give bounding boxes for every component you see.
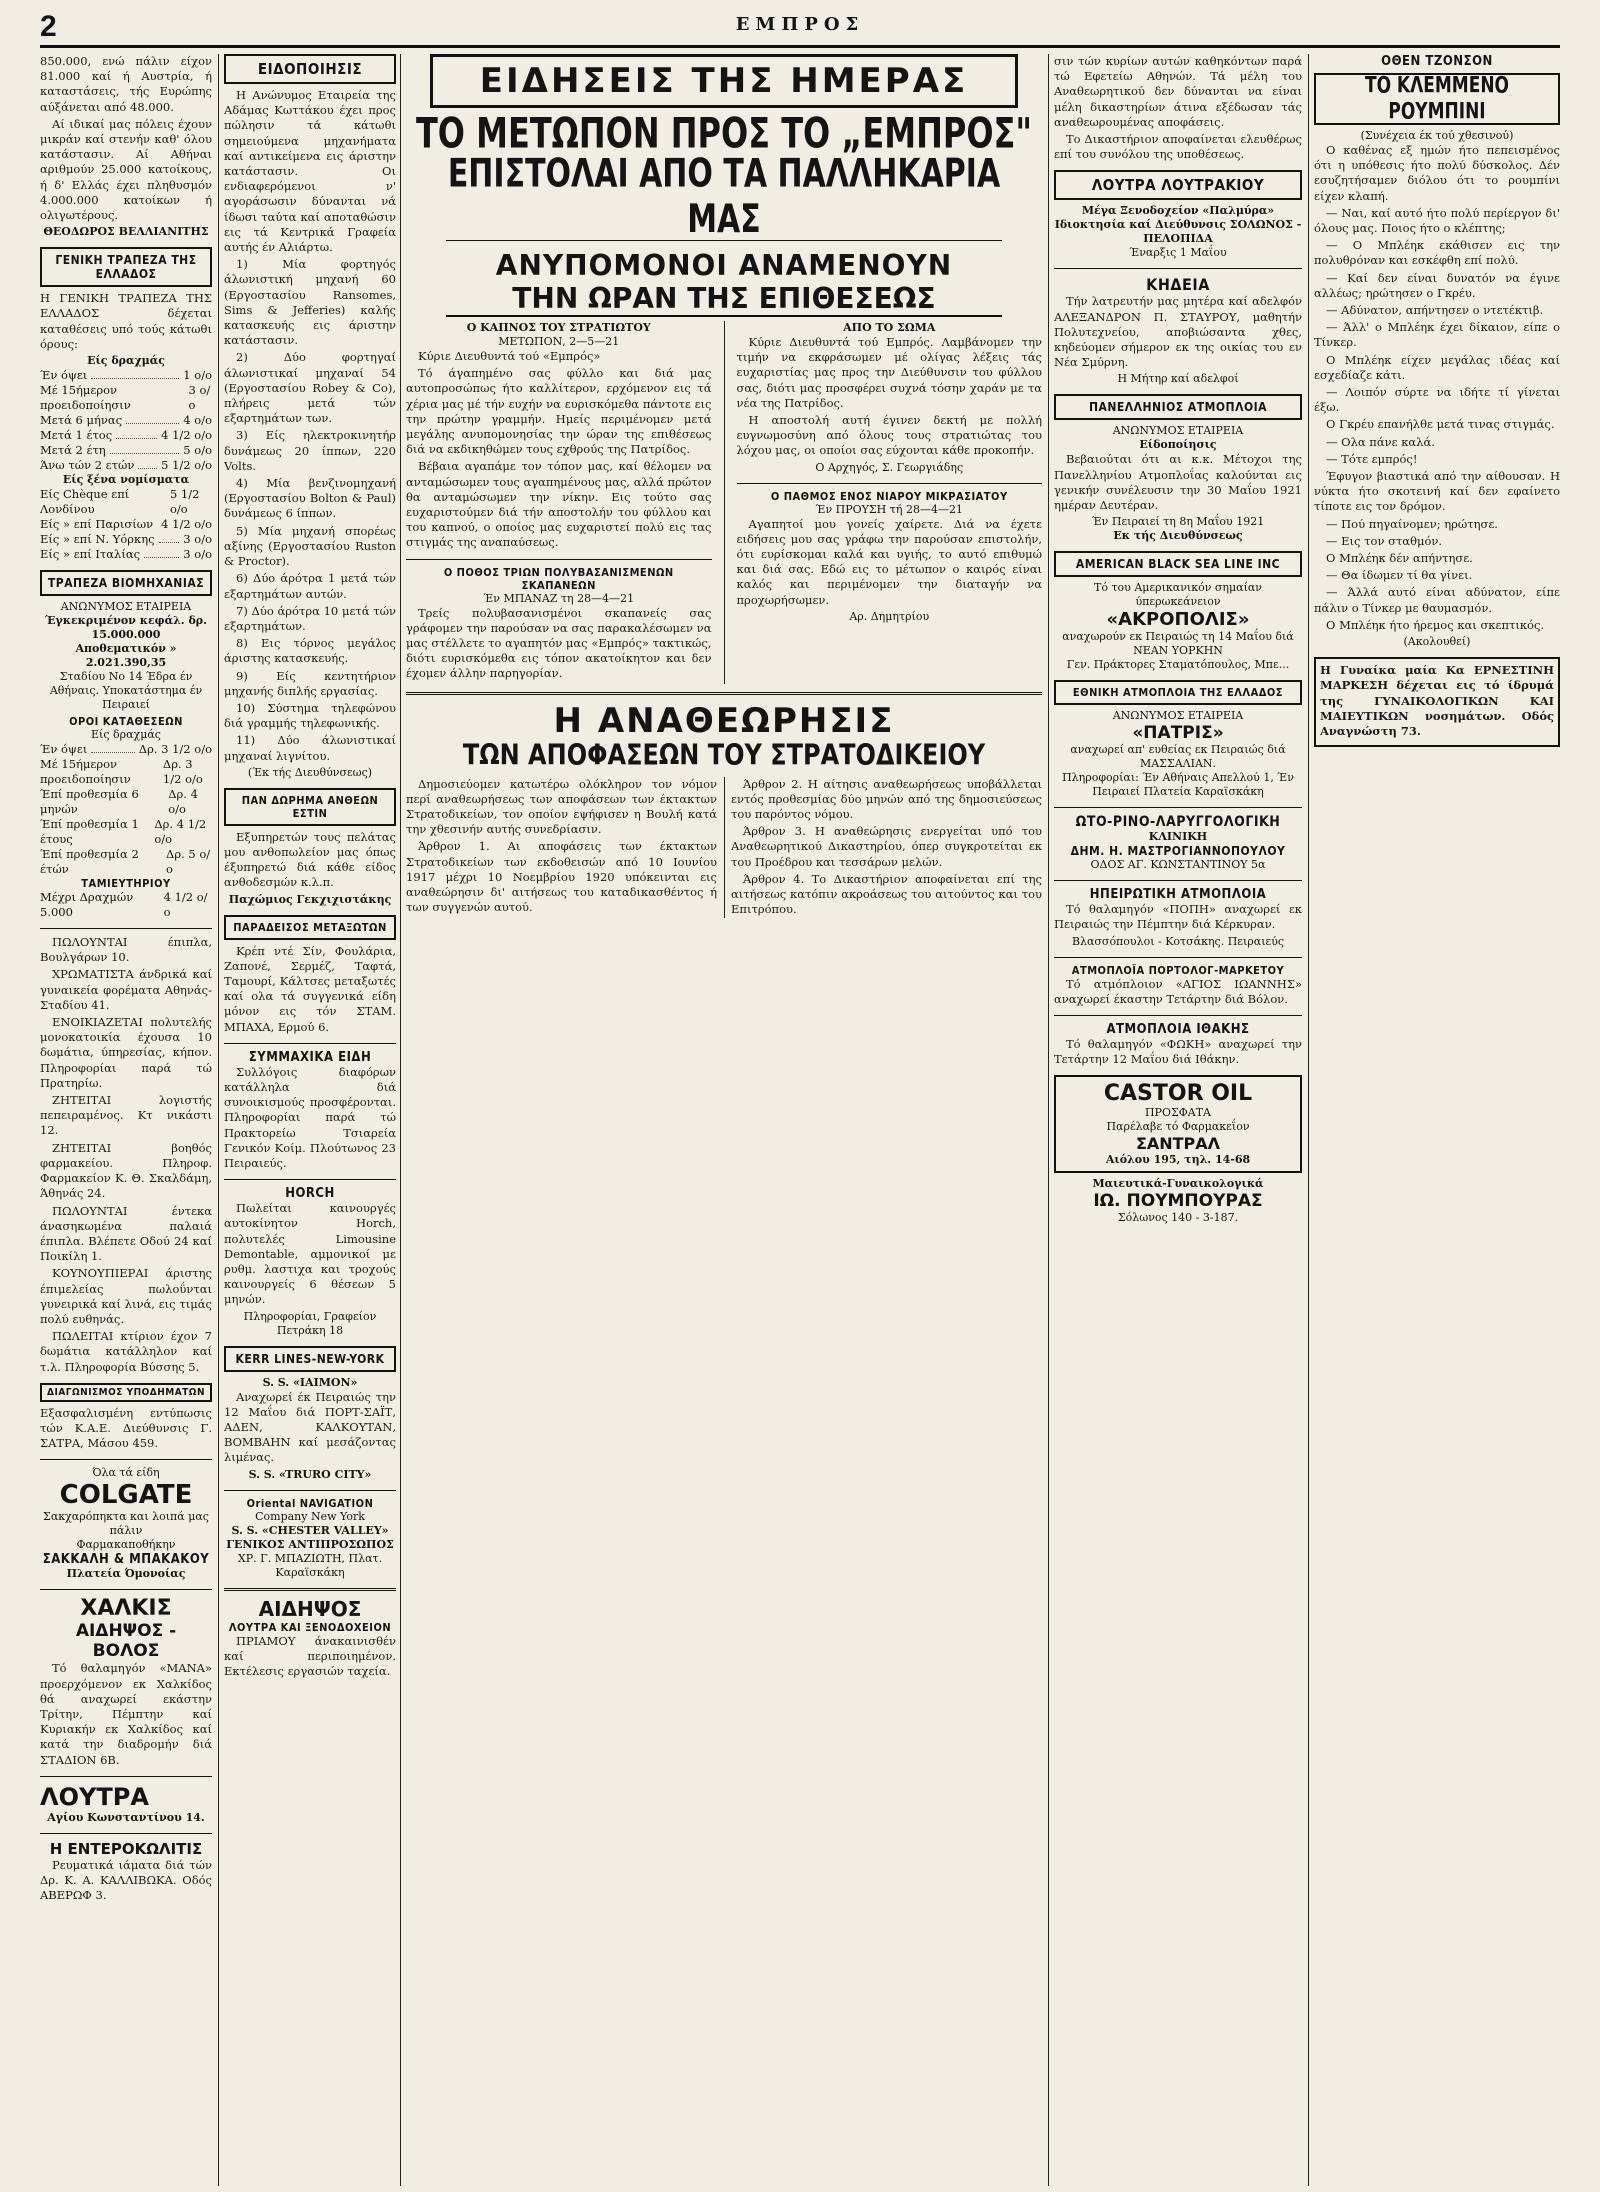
news-banner [430,54,1018,108]
oriental-agent: ΓΕΝΙΚΟΣ ΑΝΤΙΠΡΟΣΩΠΟΣ [226,1537,394,1551]
ent-clinic-sub: ΚΛΙΝΙΚΗ [1148,830,1208,844]
loutra-title: ΛΟΥΤΡΑ [40,1782,149,1811]
rate-row [40,532,212,547]
ethniki-ship: «ΠΑΤΡΙΣ» [1132,723,1224,744]
classified-ad: ΕΝΟΙΚΙΑΖΕΤΑΙ πολυτελής μονοκατοικία έχουσα 10 δωμάτια, ύπηρεσίας, κήπον. Πληροφορίαι παρά τώ Πρατηρίω. [40,1015,212,1090]
savings-title: ΤΑΜΙΕΥΤΗΡΙΟΥ [81,877,171,891]
page-number: 2 [40,10,57,43]
ithaca-title: ΑΤΜΟΠΛΟΙΑ ΙΘΑΚΗΣ [1106,1022,1250,1038]
loutraki-title: ΛΟΥΤΡΑ ΛΟΥΤΡΑΚΙΟΥ [1091,176,1265,195]
kerr-text: Αναχωρεί έκ Πειραιώς την 12 Μαΐου διά ΠΟΡΤ-ΣΑΪΤ, ΑΔΕΝ, ΚΑΛΚΟΥΤΑΝ, ΒΟΜΒΑΗΝ καί μεσάζοντας λιμένας. [224,1389,396,1465]
serial-paragraph: Ο Γκρέυ επανήλθε μετά τινας στιγμάς. [1326,417,1555,432]
rate-value: Δρ. 4 1/2 ο/ο [154,817,207,847]
castor-ad [1054,1075,1302,1173]
rates-list [40,487,212,562]
rate-term: Έν όψει [40,742,88,757]
bank-title: ΓΕΝΙΚΗ ΤΡΑΠΕΖΑ ΤΗΣ ΕΛΛΑΔΟΣ [55,253,197,282]
oriental-name: ΧΡ. Γ. ΜΠΑΖΙΩΤΗ, Πλατ. Καραϊσκάκη [237,1551,383,1579]
horch-title: HORCH [285,1186,335,1202]
flowers-ad [224,788,396,826]
machinery-item: 2) Δύο φορτηγαί άλωνιστικαί μηχαναί 54 (Εργοστασίου Robey & Co), πλήρεις μετά τών εξαρτημάτων των. [224,350,396,426]
silks-title: ΠΑΡΑΔΕΙΣΟΣ ΜΕΤΑΞΩΤΩΝ [233,920,387,934]
serial-paragraph: — Αδύνατον, απήντησεν ο ντετέκτιβ. [1326,303,1544,318]
serial-title: ΤΟ ΚΛΕΜΜΕΝΟ ΡΟΥΜΠΙΝΙ [1364,73,1510,125]
rate-row [40,458,212,473]
machinery-item: 4) Μία βενζινομηχανή (Εργοστασίου Bolton & Paul) δυνάμεως 6 ίππων. [224,476,396,521]
rate-row [40,742,212,757]
ithaca-text: Τό θαλαμηγόν «ΦΩΚΗ» αναχωρεί την Τετάρτην 12 Μαΐου διά Ιθάκην. [1054,1037,1302,1067]
rate-row [40,517,212,532]
letter-subtitle: Ο ΠΑΘΜΟΣ ΕΝΟΣ ΝΙΑΡΟΥ ΜΙΚΡΑΣΙΑΤΟΥ [770,489,1008,503]
letter-greeting: Κύριε Διευθυντά τού «Εμπρός» [418,349,601,363]
doctor-specialty: Μαιευτικά-Γυναικολογικά [1092,1177,1264,1191]
letter-date: Έν ΜΠΑΝΑΖ τη 28—4—21 [483,591,635,605]
review-article [406,777,1042,919]
ethniki-sub: ΑΝΩΝΥΜΟΣ ΕΤΑΙΡΕΙΑ [1112,709,1244,723]
pharmacy-address: Πλατεία Όμονοίας [66,1567,186,1581]
midwife-ad [1314,657,1560,747]
rate-row [40,368,212,383]
classified-ad: ΖΗΤΕΙΤΑΙ βοηθός φαρμακείου. Πληροφ. Φαρμακείον Κ. Θ. Σκαλδάμη, Άθηνάς 24. [40,1140,212,1201]
divider [40,928,212,929]
notice-intro: Η Ανώνυμος Εταιρεία της Αδάμας Κωττάκου έχει προς πώλησιν τά κάτωθι σημειούμενα μηχανήματα καί αντικείμενα εις άριστην κατάστασιν. Οι ενδιαφερόμενοι ν' αγοράσωσιν δύνανται νά ίδωσι ταύτα καί αποταθώσιν εις τά Κεντρικά Γραφεία αυτής έν Αλιάρτω. [224,88,396,255]
serial-paragraph: — Άλλά αυτό είναι αδύνατον, είπε πάλιν ο Τίνκερ με θαυμασμόν. [1314,585,1560,615]
rate-term: Μέ 15ήμερον προειδοποίησιν [40,383,131,413]
letter-subtitle: Ο ΠΟΘΟΣ ΤΡΙΩΝ ΠΟΛΥΒΑΣΑΝΙΣΜΕΝΩΝ ΣΚΑΠΑΝΕΩΝ [443,565,674,592]
machinery-item: 5) Μία μηχανή σπορέως αξίνης (Εργοστασίου Ruston & Proctor). [224,523,396,569]
rates-list [40,368,212,473]
rate-value: Δρ. 4 ο/ο [168,787,198,817]
review-text: Άρθρον 4. Το Δικαστήριον αποφαίνεται επί της αιτήσεως κατόπιν ακροάσεως του αιτούντος και του Επιτρόπου. [731,871,1042,917]
serial-paragraph: Ο Μπλέηκ είχεν μεγάλας ιδέας καί εσχεδίαζε κάτι. [1314,352,1560,382]
rates-list [40,742,212,877]
divider [224,1588,396,1591]
bank-reserve: Αποθεματικόν » 2.021.390,35 [75,642,177,670]
leader-dots [159,532,180,543]
bank-address: Σταδίου Νο 14 Έδρα έν Αθήναις. Υποκατάστημα έν Πειραιεί [49,670,203,712]
divider [224,1179,396,1180]
letter-text: Τρείς πολυβασανισμένοι σκαπανείς σας γράφομεν την παρούσαν να σας παρακαλέσωμεν να μας στέλλετε το αγαπητόν μας «Εμπρός» τακτικώς, διότι ευρισκόμεθα εις τόπον ακατοίκητον και δεν έχομεν άλλην παρηγορίαν. [406,605,712,681]
leader-dots [126,413,179,424]
epirus-line-address: Βλασσόπουλοι - Κοτσάκης. Πειραιεύς [1071,934,1285,948]
review-text: Άρθρον 3. Η αναθεώρησις ενεργείται υπό του Αναθεωρητικού Δικαστηρίου, όπερ συγκροτείται εκ του Προέδρου και τεσσάρων μελών. [731,824,1042,869]
letter-text: Βέβαια αγαπάμε τον τόπον μας, καί θέλομεν να ανταμώσωμεν τους αγαπημένους μας, αλλά πρώτον θα ανταμώσωμεν την νίκην. Εις τούτο σας ευχαριστούμεν διά τήν αποστολήν του φύλλου και του καπνού, ο οποίος μας ευχαριστεί πολύ εις τας στιγμάς της αναπαύσεως. [406,459,712,550]
bank-title: ΤΡΑΠΕΖΑ ΒΙΟΜΗΧΑΝΙΑΣ [47,576,205,591]
castor-sub: ΠΡΟΣΦΑΤΑ [1144,1106,1212,1120]
rate-term: Έπί προθεσμία 6 μηνών [40,787,139,817]
notice-box [40,1383,212,1402]
leader-dots [138,458,157,469]
divider [224,1043,396,1044]
rate-value: 5 ο/ο [183,443,212,458]
rate-term: Είς » επί Ν. Υόρκης [40,532,155,547]
enterocolitis-text: Ρευματικά ιάματα διά τών Δρ. Κ. Α. ΚΑΛΛΙΒΩΚΑ. Οδός ΑΒΕΡΩΦ 3. [40,1857,212,1903]
article-text: Αί ιδικαί μας πόλεις έχουν μικράν καί στενήν καθ' όλου κατάστασιν. Αί Αθήναι αριθμούν 25.000 κατοίκους, ή δ' Ελλάς έχει πληθυσμόν 4.000.000 κατοίκων ή ολιγωτέρους. [40,116,212,223]
rate-value: 3 ο/ο [188,383,211,413]
castor-address: Αιόλου 195, τηλ. 14-68 [1105,1153,1251,1167]
rate-term: Είς » επί Ιταλίας [40,547,141,562]
serial-paragraph: — Ολα πάνε καλά. [1326,434,1435,449]
notice-title: ΕΙΔΟΠΟΙΗΣΙΣ [257,60,363,78]
column-5 [1054,54,1302,2186]
headline-letters: ΕΠΙΣΤΟΛΑΙ ΑΠΟ ΤΑ ΠΑΛΛΗΚΑΡΙΑ ΜΑΣ [447,151,1001,243]
rate-term: Μετά 1 έτος [40,428,113,443]
serial-paragraph: Ο Μπλέηκ δέν απήντησε. [1326,551,1473,566]
classified-ad: ΠΩΛΟΥΝΤΑΙ έπιπλα, Βουλγάρων 10. [40,935,212,965]
divider [406,559,712,560]
machinery-item: 11) Δύο άλωνιστικαί μηχαναί λιγνίτου. [224,733,396,763]
leader-dots [144,547,179,558]
pharmacy-label: Φαρμακαποθήκην [76,1538,176,1552]
colgate-pre: Όλα τά είδη [92,1466,160,1480]
american-line-ship: «ΑΚΡΟΠΟΛΙΣ» [1106,609,1250,631]
divider [1054,807,1302,808]
letter-right [737,321,1043,684]
letter-subtitle: ΑΠΟ ΤΟ ΣΩΜΑ [843,321,936,334]
rate-row [40,413,212,428]
serial-paragraph: — Θα ίδωμεν τί θα γίνει. [1326,568,1473,583]
review-text: Άρθρον 1. Αι αποφάσεις των έκτακτων Στρατοδικείων των εκδοθεισών από 10 Ιουνίου 1917 μέχρι 10 Νοεμβρίου 1920 υπόκεινται εις αναθεώρησιν δι' αιτήσεως του καταδικασθέντος ή των συγγενών αυτού. [406,839,717,915]
classified-ad: ΠΩΛΟΥΝΤΑΙ έντεκα άνασηκωμένα παλαιά έπιπλα. Βλέπετε Οδού 24 καί Ποικίλη 1. [40,1203,212,1264]
serial-text [1314,143,1560,633]
machinery-list [224,257,396,764]
ethniki-text: αναχωρεί απ' ευθείας εκ Πειραιώς διά ΜΑΣΣΑΛΙΑΝ. [1070,743,1286,771]
rate-row: Μέχρι Δραχμών 5.000 4 1/2 ο/ο [40,890,208,920]
panhellenic-text: Βεβαιούται ότι αι κ.κ. Μέτοχοι της Πανελληνίου Ατμοπλοΐας καλούνται εις γενικήν συνέλευσιν την 30 Μαΐου 1921 ημέραν Δευτέραν. [1054,452,1302,513]
american-line-ad [1054,551,1302,577]
horch-info: Πληροφορίαι, Γραφείον Πετράκη 18 [243,1309,377,1337]
rate-term: Άνω τών 2 ετών [40,458,135,473]
review-text: Δημοσιεύομεν κατωτέρω ολόκληρον τον νόμον περί αναθεωρήσεως των αποφάσεων των έκτακτων Στρατοδικείων, τον οποίον εψήφισεν η Βουλή κατά την χθεσινήν αυτής συνεδρίασιν. [406,776,717,837]
rate-term: Έν όψει [40,368,88,383]
epirus-line-text: Τό θαλαμηγόν «ΠΟΠΗ» αναχωρεί εκ Πειραιώς την Πέμπτην διά Κέρκυραν. [1054,902,1302,932]
letter-date: Έν ΠΡΟΥΣΗ τή 28—4—21 [815,502,963,516]
notice-signoff: (Έκ τής Διευθύνσεως) [247,765,373,779]
enterocolitis-title: Η ΕΝΤΕΡΟΚΩΛΙΤΙΣ [49,1839,203,1858]
horch-text: Πωλείται καινουργές αυτοκίνητον Horch, πολυτελές Limousine Demontable, αμμονικοί με ρυθμ. λαστιχα και τροχούς καινουργείς 6 θέσεων 5 μηνών. [224,1201,396,1307]
aidipsos-text: ΠΡΙΑΜΟΥ άνακαινισθέν καί περιποιημένον. Εκτέλεσις εργασιών ταχεία. [224,1633,396,1679]
bank-ad [40,570,212,596]
rate-row [40,428,212,443]
serial-paragraph: Ο Μπλέηκ ήτο ήρεμος και σκεπτικός. [1326,617,1545,632]
epirus-line-title: ΗΠΕΙΡΩΤΙΚΗ ΑΤΜΟΠΛΟΙΑ [1089,887,1267,903]
hotel-name: Μέγα Ξενοδοχείον «Παλμύρα» [1081,204,1275,218]
serial-to-be-continued: (Ακολουθεί) [1403,635,1471,649]
leader-dots [110,443,180,454]
hotel-owner: Ιδιοκτησία καί Διεύθυνσις ΣΟΛΩΝΟΣ - ΠΕΛΟΠΙΔΑ [1054,218,1302,246]
bank-intro: Η ΓΕΝΙΚΗ ΤΡΑΠΕΖΑ ΤΗΣ ΕΛΛΑΔΟΣ δέχεται καταθέσεις υπό τούς κάτωθι όρους: [40,291,212,351]
rate-section: Είς δραχμάς [87,354,165,368]
american-line-sub: Τό του Αμερικανικόν σημαίαν ύπερωκεάνειον [1093,581,1262,609]
rate-value: Δρ. 5 ο/ο [166,847,211,877]
column-2 [224,54,396,2186]
ent-clinic-name: ΔΗΜ. Η. ΜΑΣΤΡΟΓΙΑΝΝΟΠΟΥΛΟΥ [1070,844,1286,859]
serial-paragraph: — Τότε εμπρός! [1326,451,1418,466]
review-text: Άρθρον 2. Η αίτησις αναθεωρήσεως υποβάλλεται εντός προθεσμίας δύο μηνών από της δημοσιεύσεως του παρόντος νόμου. [731,776,1042,822]
article-text: Το Δικαστήριον αποφαίνεται ελευθέρως επί του συνόλου της υποθέσεως. [1054,132,1302,162]
ferry-text: Τό θαλαμηγόν «ΜΑΝΑ» προερχόμενον εκ Χαλκίδος θά αναχωρεί εκάστην Τρίτην, Πέμπτην καί Κυριακήν εκ Χαλκίδος καί κατά την διαδρομήν διά ΣΤΑΔΙΟΝ 6Β. [40,1661,212,1767]
rate-term: Μέ 15ήμερον προειδοποίησιν [40,757,131,787]
doctor-address: Σόλωνος 140 - 3-187. [1117,1211,1239,1225]
bank-ad [40,247,212,287]
rate-term: Έπί προθεσμία 1 έτους [40,817,139,847]
allied-title: ΣΥΜΜΑΧΙΚΑ ΕΙΔΗ [248,1049,372,1065]
rate-value: Δρ. 3 1/2 ο/ο [162,757,203,787]
newspaper-page [40,6,1560,2186]
rate-value: 4 ο/ο [183,413,212,428]
allied-text: Συλλόγοις διαφόρων κατάλληλα διά συνοικισμούς προσφέρονται. Πληροφορίαι παρά τώ Πρακτορείω Τσιαρεία Γενικόν Κοίμ. Πλούτωνος 23 Πειραιεύς. [224,1064,396,1170]
oriental-ship: S. S. «CHESTER VALLEY» [231,1523,389,1537]
flowers-title: ΠΑΝ ΔΩΡΗΜΑ ΑΝΘΕΩΝ ΕΣΤΙΝ [241,793,379,820]
article-text: 850.000, ενώ πάλιν είχον 81.000 καί ή Αυστρία, ή καταστάσεις, τής Ευρώπης αύξάνεται από 48.000. [40,54,212,114]
ethniki-info: Πληροφορίαι: Έν Αθήναις Απελλού 1, Έν Πειραιεί Πλατεία Καραϊσκάκη [1062,771,1294,799]
castor-title: CASTOR OIL [1103,1081,1253,1107]
portolog-title: ΑΤΜΟΠΛΟΪΑ ΠΟΡΤΟΛΟΓ-ΜΑΡΚΕΤΟΥ [1071,963,1285,977]
panhellenic-ad [1054,394,1302,420]
notice-title: ΔΙΑΓΩΝΙΣΜΟΣ ΥΠΟΔΗΜΑΤΩΝ [47,1386,205,1398]
kerr-ship: S. S. «ΙΑΙΜΟΝ» [262,1375,358,1389]
machinery-item: 8) Εις τόρνος μεγάλος άριστης κατασκευής. [224,636,396,666]
ent-clinic-address: ΟΔΟΣ ΑΓ. ΚΩΝΣΤΑΝΤΙΝΟΥ 5α [1090,858,1266,872]
rate-value: 3 ο/ο [183,532,212,547]
news-banner-title: ΕΙΔΗΣΕΙΣ ΤΗΣ ΗΜΕΡΑΣ [479,61,969,101]
letter-text: Κύριε Διευθυντά τού Εμπρός. Λαμβάνομεν την τιμήν να εκφράσωμεν μέ ολίγας λέξεις τάς ευχαριστίας μας προς την Διεύθυνσιν του φύλλου σας, διότι μας προσφέρει συχνά τόσην χαράν με τα νέα της Πατρίδος. [736,335,1042,410]
center-columns [406,54,1042,2186]
classified-ad: ΧΡΩΜΑΤΙΣΤΑ άνδρικά καί γυναικεία φορέματα Αθηνάς-Σταδίου 41. [40,967,212,1012]
funeral-text: Τήν λατρευτήν μας μητέρα καί αδελφόν ΑΛΕΞΑΝΔΡΟΝ Π. ΣΤΑΥΡΟΥ, μαθητήν Πολυτεχνείου, αποβιώσαντα χθες, κηδεύομεν σήμερον εκ της οικίας του εν Νέα Σμύρνη. [1054,294,1302,370]
serial-title-box [1314,73,1560,125]
serial-paragraph: — Ο Μπλέηκ εκάθισεν εις την πολυθρόναν και εσκέφθη επί πολύ. [1314,238,1560,268]
silks-text: Κρέπ ντέ Σίν, Φουλάρια, Ζαπονέ, Σερμέζ, Ταφτά, Ταμουρί, Κάλτσες μεταξωτές καί ολα τά συγγενικά είδη μόνον εις τόν ΣΤΑΜ. ΜΠΑΧΑ, Ερμού 6. [224,943,396,1034]
serial-kicker: ΟΘΕΝ ΤΖΟΝΣΟΝ [1381,54,1493,69]
column-6 [1314,54,1560,2186]
silks-ad [224,915,396,940]
castor-at: Παρέλαβε τό Φαρμακεΐον [1106,1120,1250,1134]
divider [40,1589,212,1590]
kerr-ship: S. S. «TRURO CITY» [248,1467,372,1481]
rate-term: Μετά 2 έτη [40,443,106,458]
aidipsos-volos-title: ΑΙΔΗΨΟΣ - ΒΟΛΟΣ [75,1621,177,1662]
rate-term: Είς » επί Παρισίων [40,517,154,532]
bank-subtitle: ΑΝΩΝΥΜΟΣ ΕΤΑΙΡΕΙΑ [60,600,192,614]
divider [1054,880,1302,881]
article-signature: ΘΕΟΔΩΡΟΣ ΒΕΛΛΙΑΝΙΤΗΣ [43,225,209,239]
rate-section: Είς ξένα νομίσματα [62,473,190,487]
machinery-item: 7) Δύο άρότρα 10 μετά τών εξαρτημάτων. [224,603,396,633]
rate-value: 4 1/2 ο/ο [161,428,212,443]
funeral-title: ΚΗΔΕΙΑ [1146,275,1210,295]
column-rule [724,321,725,684]
rate-row [40,443,212,458]
kerr-ad [224,1346,396,1372]
headline-attack: ΤΗΝ ΩΡΑΝ ΤΗΣ ΕΠΙΘΕΣΕΩΣ [446,282,1002,317]
panhellenic-date: Έν Πειραιεί τη 8η Μαΐου 1921 [1091,515,1265,529]
rate-section: Είς δραχμάς [91,728,161,742]
rate-row [40,787,212,817]
flowers-text: Εξυπηρετών τους πελάτας μου ανθοπωλείον μας όπως έξυπηρετώ διά κάθε είδος ανθοδεσμών κ.λ.π. [224,829,396,890]
flowers-signature: Παχώμιος Γεκχιχιστάκης [228,892,392,906]
divider [224,1490,396,1491]
letter-date: ΜΕΤΩΠΟΝ, 2—5—21 [498,335,620,348]
rate-value: 1 ο/ο [183,368,212,383]
letter-left [406,321,712,684]
rate-value: 5 1/2 ο/ο [161,458,212,473]
serial-paragraph: — Εις τον σταθμόν. [1326,533,1443,548]
divider [40,1833,212,1834]
letter-signature: Αρ. Δημητρίου [849,609,930,623]
letter-text: Η αποστολή αυτή έγινεν δεκτή με πολλή ευγνωμοσύνη από όλους τους στρατιώτας του λόχου μας, οι οποίοι σας εύχονται κάθε προκοπήν. [736,413,1042,458]
serial-continued: (Συνέχεια έκ τού χθεσινού) [1360,129,1514,142]
pharmacy-name: ΣΑΚΚΑΛΗ & ΜΠΑΚΑΚΟΥ [42,1552,210,1568]
american-line-text: αναχωρούν εκ Πειραιώς τη 14 Μαΐου διά ΝΕΑΝ ΥΟΡΚΗΝ [1062,630,1294,658]
classified-ad: ΠΩΛΕΙΤΑΙ κτίριον έχον 7 δωμάτια κατάλληλον καί τ.λ. Πληροφορία Βύσσης 5. [40,1329,212,1374]
bank-capital: Έγκεκριμένον κεφάλ. δρ. 15.000.000 [45,614,207,642]
rate-row [40,547,212,562]
machinery-item: 6) Δύο άρότρα 1 μετά τών εξαρτημάτων αυτών. [224,571,396,601]
ethniki-title: ΕΘΝΙΚΗ ΑΤΜΟΠΛΟΙΑ ΤΗΣ ΕΛΛΑΔΟΣ [1072,686,1284,700]
leader-dots [116,428,157,439]
colgate-sub: Σακχαρόπηκτα και λοιπά μας πάλιν [43,1510,209,1538]
hotel-opening: Έναρξις 1 Μαΐου [1129,246,1227,260]
rate-value: 4 1/2 ο/ο [161,517,212,532]
rate-row [40,757,212,787]
midwife-text: Η Γυναίκα μαία Κα ΕΡΝΕΣΤΙΝΗ ΜΑΡΚΕΣΗ δέχεται εις τό ίδρυμά της ΓΥΝΑΙΚΟΛΟΓΙΚΩΝ ΚΑΙ ΜΑΙΕΥΤΙΚΩΝ νοσημάτων. Οδός Αναγνώστη 73. [1320,663,1554,738]
american-line-agent: Γεν. Πράκτορες Σταματόπουλος, Μπε... [1066,658,1290,672]
classified-ad: ΚΟΥΝΟΥΠΙΕΡΑΙ άριστης έπιμελείας πωλοΰνται γυνειρικά καί λινά, εις τιμάς πολύ ευθηνάς. [40,1266,212,1326]
headline-review: Η ΑΝΑΘΕΩΡΗΣΙΣ [553,700,895,741]
doctor-name: ΙΩ. ΠΟΥΜΠΟΥΡΑΣ [1093,1191,1263,1212]
colgate-logo: COLGATE [59,1480,193,1511]
machinery-item: 1) Μία φορτηγός άλωνιστική μηχανή 60 (Εργοστασίου Ransomes, Sims & Jefferies) καλής κατασκευής εις άριστην κατάστασιν. [224,257,396,348]
divider [1054,268,1302,269]
serial-paragraph: — Άλλ' ο Μπλέηκ έχει δίκαιον, είπε ο Τίνκερ. [1314,320,1560,350]
divider [1054,957,1302,958]
panhellenic-sub: ΑΝΩΝΥΜΟΣ ΕΤΑΙΡΕΙΑ [1112,424,1244,438]
letter-signature: Ο Αρχηγός, Σ. Γεωργιάδης [815,460,964,474]
headline-front: ΤΟ ΜΕΤΩΠΟΝ ΠΡΟΣ ΤΟ „ΕΜΠΡΟΣ" [415,108,1033,158]
machinery-item: 10) Σύστημα τηλεφώνου διά γραμμής τηλεφωνικής. [224,700,396,731]
letter-subtitle: Ο ΚΑΠΝΟΣ ΤΟΥ ΣΤΡΑΤΙΩΤΟΥ [466,321,651,334]
serial-paragraph: Έφυγον βιαστικά από την αίθουσαν. Η νύκτα ήτο σκοτεινή καί δεν εφαίνετο τίποτε εις τον δρόμον. [1314,469,1560,514]
serial-paragraph: — Πού πηγαίνομεν; ηρώτησε. [1326,516,1498,531]
rate-value: Δρ. 3 1/2 ο/ο [138,742,212,757]
american-line-title: AMERICAN BLACK SEA LINE INC [1075,557,1281,572]
letters-row [406,321,1042,684]
ent-clinic-title: ΩΤΟ-ΡΙΝΟ-ΛΑΡΥΓΓΟΛΟΓΙΚΗ [1075,814,1281,831]
rate-term: Μετά 6 μήνας [40,413,123,428]
rate-row [40,487,212,517]
rate-row [40,817,212,847]
classifieds [40,935,212,1375]
divider [40,1459,212,1460]
kerr-title: KERR LINES-NEW-YORK [235,1351,385,1366]
panhellenic-signature: Εκ τής Διευθύνσεως [1113,529,1243,543]
masthead [40,6,1560,48]
serial-paragraph: — Λοιπόν σύρτε να ιδήτε τί γίνεται έξω. [1314,385,1560,415]
letter-text: Τό άγαπημένο σας φύλλο και διά μας αυτοπροσώπως ήτο καλλίτερον, ερχόμενον εις τά χέρια μας μέ τήν ευχήν να ευρισκόμεθα πάντοτε εις την πρώτην γραμμήν. Ημείς περιμένομεν μετά μεγάλης ανυπομονησίας την ώραν της επιθέσεως διά να εκδικηθώμεν τους εχθρούς της Πατρίδος. [406,366,712,457]
rate-row [40,847,212,877]
rate-term: Είς Chèque επί Λονδίνου [40,487,130,517]
panhellenic-title: ΠΑΝΕΛΛΗΝΙΟΣ ΑΤΜΟΠΛΟΙΑ [1089,400,1267,415]
divider [406,692,1042,695]
notice-box [224,54,396,84]
serial-paragraph: — Καί δεν είναι δυνατόν να έγινε αλλέως; ηρώτησεν ο Γκρέυ. [1314,270,1560,300]
masthead-title: ΕΜΠΡΟΣ [735,14,865,35]
loutraki-ad [1054,170,1302,200]
rate-value: 3 ο/ο [183,547,212,562]
ethniki-ad [1054,680,1302,705]
oriental-sub: Company New York [255,1509,365,1523]
terms-title: ΟΡΟΙ ΚΑΤΑΘΕΣΕΩΝ [69,715,183,729]
oriental-title: Oriental NAVIGATION [246,1496,374,1510]
rate-value: 5 1/2 ο/ο [169,487,200,517]
machinery-item: 9) Είς κεντητήριον μηχανής διπλής εργασίας. [224,668,396,698]
portolog-text: Τό ατμόπλοιον «ΑΓΙΟΣ ΙΩΑΝΝΗΣ» αναχωρεί έκαστην Τετάρτην διά Βόλον. [1054,976,1302,1006]
classified-ad: ΖΗΤΕΙΤΑΙ λογιστής πεπειραμένος. Κτ νικάστι 12. [40,1093,212,1138]
chalkis-title: ΧΑΛΚΙΣ [80,1596,172,1622]
divider [40,1776,212,1777]
leader-dots [91,742,134,753]
serial-paragraph: Ο καθένας εξ ημών ήτο πεπεισμένος ότι η υπόθεσις ήτο πολύ δύσκολος. Δέν εσυζητήσαμεν διόλου ότι το ρουμπίνι είχεν κλαπή. [1314,143,1560,203]
letter-text: Αγαπητοί μου γονείς χαίρετε. Διά να έχετε ειδήσεις μου σας γράφω την παρούσαν επιστολήν, ότι ευρίσκομαι καλά και υγιής, το αυτό επιθυμώ και διά σας. Εδώ εις το μέτωπον ο καιρός είναι καλός και περιμένομεν την διαταγήν να προχωρήσωμεν. [736,516,1042,607]
column-1 [40,54,212,2186]
panhellenic-notice: Είδοποίησις [1139,438,1217,452]
rate-row [40,383,212,413]
leader-dots [91,368,179,379]
headline-impatient: ΑΝΥΠΟΜΟΝΟΙ ΑΝΑΜΕΝΟΥΝ [495,249,953,282]
divider [737,483,1043,484]
serial-paragraph: — Ναι, καί αυτό ήτο πολύ περίεργον δι' όλους μας. Ποιος ήτο ο κλέπτης; [1314,205,1560,236]
loutra-sub: Αγίου Κωνσταντίνου 14. [47,1810,205,1824]
rate-term: Έπί προθεσμία 2 έτών [40,847,139,877]
notice-text: Εξασφαλισμένη εντύπωσις τών Κ.Α.Ε. Διεύθυνσις Γ. ΣΑΤΡΑ, Μάσου 459. [40,1405,212,1451]
aidipsos-title: ΑΙΔΗΨΟΣ [258,1596,362,1621]
castor-pharmacy: ΣΑΝΤΡΑΛ [1135,1134,1221,1154]
funeral-signature: Η Μήτηρ καί αδελφοί [1117,372,1239,386]
aidipsos-sub: ΛΟΥΤΡΑ ΚΑΙ ΞΕΝΟΔΟΧΕΙΟΝ [228,1620,392,1634]
divider [1054,1015,1302,1016]
machinery-item: 3) Είς ηλεκτροκινητήρ δυνάμεως 20 ίππων, 220 Volts. [224,428,396,473]
headline-court: ΤΩΝ ΑΠΟΦΑΣΕΩΝ ΤΟΥ ΣΤΡΑΤΟΔΙΚΕΙΟΥ [462,737,986,772]
article-text: σιν τών κυρίων αυτών καθηκόντων παρά τώ Εφετείω Αθηνών. Τά μέλη του Αναθεωρητικού δεν δύνανται να είναι μέλη δικαστηρίων άτινα εξέδωσαν τάς αναθεωρουμένας αποφάσεις. [1054,54,1302,129]
